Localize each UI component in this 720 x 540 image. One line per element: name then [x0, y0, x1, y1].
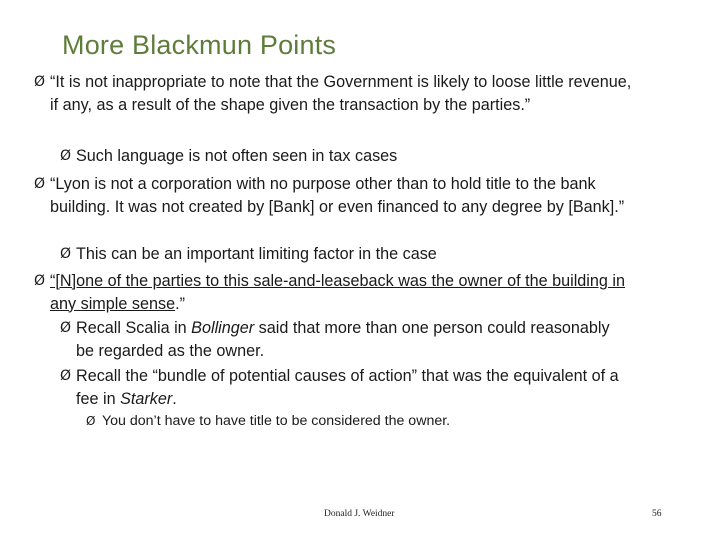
- quote-end: .”: [175, 294, 185, 313]
- arrow-bullet-icon: Ø: [34, 176, 46, 192]
- bullet-text: [60, 365, 630, 410]
- case-name: Bollinger: [191, 319, 255, 337]
- arrow-bullet-icon: Ø: [60, 148, 72, 164]
- text-pre: Recall the “bundle of potential causes of action” that was the equivalent of a fee in: [76, 367, 619, 408]
- bullet-none-owner: [34, 270, 634, 315]
- text-pre: Recall Scalia in: [76, 319, 192, 337]
- bullet-starker: [60, 365, 630, 410]
- footer-author: Donald J. Weidner: [324, 509, 395, 519]
- bullet-title-not-required: [86, 411, 626, 431]
- case-name: Starker: [120, 389, 173, 408]
- bullet-text: This can be an important limiting factor in the case: [76, 245, 437, 263]
- slide-title: More Blackmun Points: [62, 30, 337, 60]
- page-number: 56: [652, 509, 662, 519]
- bullet-text: You don’t have to have title to be considered the owner.: [102, 413, 451, 429]
- bullet-government-revenue: [34, 71, 634, 116]
- bullet-text: [34, 270, 634, 315]
- bullet-text: “Lyon is not a corporation with no purpose other than to hold title to the bank building. It was not created by [Bank] or even financed to any degree by [Bank].”: [50, 175, 625, 216]
- underlined-quote: “[N]one of the parties to this sale-and-leaseback was the owner of the building in any simple sense: [50, 272, 625, 313]
- arrow-bullet-icon: Ø: [60, 368, 72, 384]
- arrow-bullet-icon: Ø: [86, 414, 96, 428]
- bullet-limiting-factor: [60, 243, 630, 266]
- bullet-text: “It is not inappropriate to note that the Government is likely to loose little revenue, if any, as a result of the shape given the transaction by the parties.”: [50, 73, 632, 114]
- bullet-text: [60, 317, 630, 362]
- arrow-bullet-icon: Ø: [60, 246, 72, 262]
- bullet-text: Such language is not often seen in tax cases: [76, 147, 398, 165]
- bullet-tax-language: [60, 145, 630, 168]
- text-post: said that more than one person could reasonably be regarded as the owner.: [76, 319, 610, 360]
- arrow-bullet-icon: Ø: [60, 320, 72, 336]
- arrow-bullet-icon: Ø: [34, 74, 46, 90]
- bullet-scalia-bollinger: [60, 317, 630, 362]
- text-post: .: [172, 389, 177, 408]
- arrow-bullet-icon: Ø: [34, 273, 46, 289]
- bullet-lyon-not-corporation: [34, 173, 634, 218]
